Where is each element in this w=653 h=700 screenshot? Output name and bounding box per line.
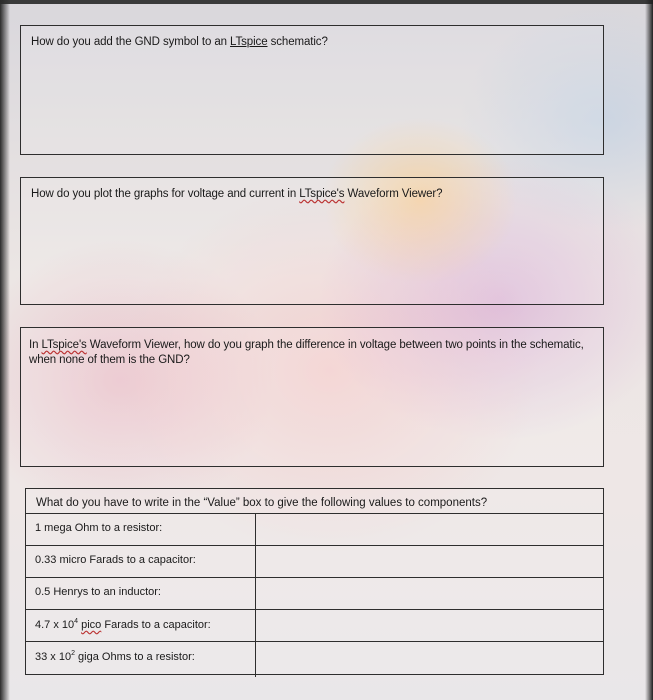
row-label: 0.5 Henrys to an inductor:: [26, 578, 256, 609]
question-suffix: Waveform Viewer, how do you graph the difference in voltage between two points in the schematic, when none of them is the GND?: [29, 339, 584, 366]
ltspice-term: LTspice's: [299, 188, 345, 200]
label-exponent: 4: [74, 618, 79, 625]
question-box-gnd: [20, 25, 604, 155]
answer-cell[interactable]: [256, 610, 603, 641]
table-row: [26, 642, 603, 677]
label-rest: giga Ohms to a resistor:: [75, 651, 195, 663]
answer-cell[interactable]: [256, 578, 603, 609]
table-row: [26, 546, 603, 578]
row-label: 0.33 micro Farads to a capacitor:: [26, 546, 256, 577]
question-box-voltage-difference: [20, 327, 604, 467]
question-prefix: In: [29, 339, 42, 351]
table-header: What do you have to write in the “Value” box to give the following values to components?: [26, 489, 603, 514]
table-row: [26, 610, 603, 642]
photo-right-edge: [645, 0, 653, 700]
row-label: [26, 610, 256, 641]
photo-top-edge: [0, 0, 653, 4]
label-base: 4.7 x 10: [35, 619, 75, 631]
ltspice-term: LTspice: [230, 36, 268, 48]
component-values-table: [25, 488, 604, 675]
row-label: 1 mega Ohm to a resistor:: [26, 514, 256, 545]
question-box-plot-graphs: [20, 177, 604, 305]
question-text-voltage-difference: [29, 338, 591, 368]
answer-cell[interactable]: [256, 514, 603, 545]
answer-cell[interactable]: [256, 642, 603, 677]
answer-cell[interactable]: [256, 546, 603, 577]
question-text-plot-graphs: [31, 187, 591, 202]
photo-left-edge: [0, 0, 10, 700]
question-suffix: schematic?: [267, 36, 328, 48]
label-base: 33 x 10: [35, 651, 72, 663]
ltspice-term: LTspice's: [41, 339, 87, 351]
label-prefix-term: pico: [81, 619, 102, 631]
question-suffix: Waveform Viewer?: [344, 188, 443, 200]
row-label: [26, 642, 256, 677]
question-prefix: How do you add the GND symbol to an: [31, 36, 231, 48]
label-rest: Farads to a capacitor:: [101, 619, 211, 631]
question-text-gnd: [31, 35, 591, 50]
question-prefix: How do you plot the graphs for voltage and current in: [31, 188, 300, 200]
table-row: [26, 514, 603, 546]
table-row: [26, 578, 603, 610]
label-exponent: 2: [71, 650, 75, 657]
